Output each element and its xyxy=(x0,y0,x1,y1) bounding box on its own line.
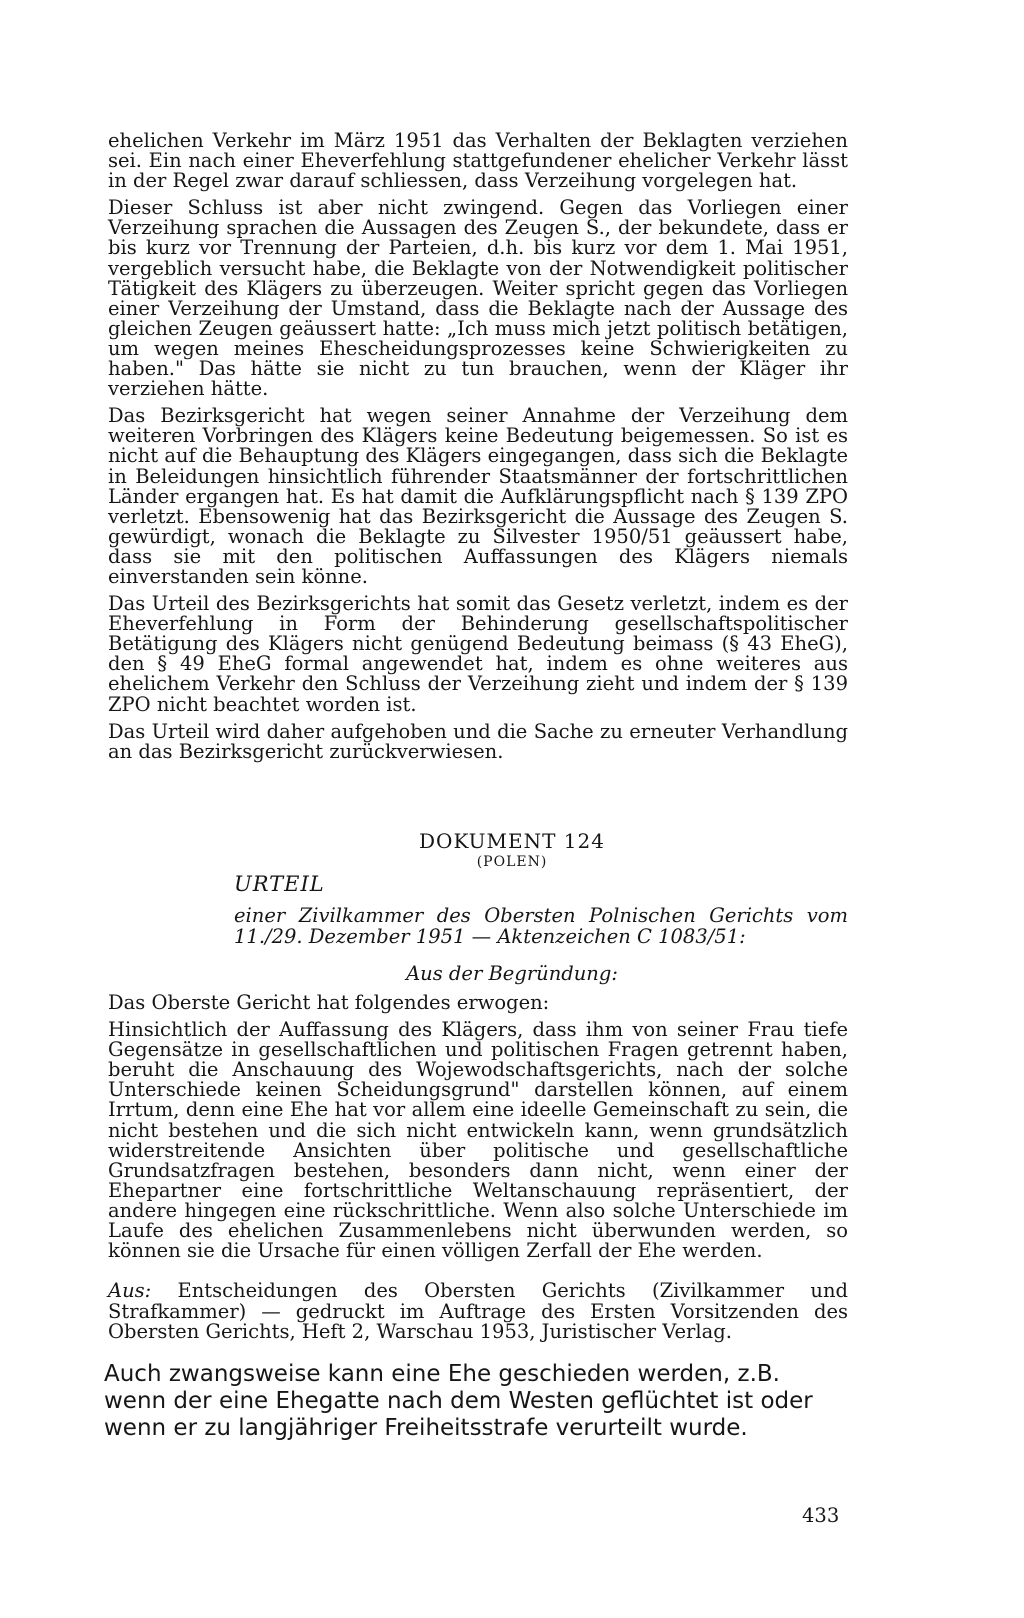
paragraph-aufgehoben: Das Urteil wird daher aufgehoben und die Sache zu erneuter Verhandlung an das Bezirksgericht zurückverwiesen. xyxy=(108,719,848,763)
judgment-heading: URTEIL xyxy=(234,872,325,896)
source-label: Aus: xyxy=(108,1279,152,1302)
document-title: DOKUMENT 124 xyxy=(419,829,605,853)
paragraph-schluss: Dieser Schluss ist aber nicht zwingend. Gegen das Vorliegen einer Verzeihung sprachen die Aussagen des Zeugen S., der bekundete, dass er bis kurz vor Trennung der Parteien, d.h. bis kurz vor dem 1. Mai 1951, vergeblich versucht habe, die Beklagte von der Notwendigkeit politischer Tätigkeit des Klägers zu überzeugen. Weiter spricht gegen das Vorliegen einer Verzeihung der Umstand, dass die Beklagte nach der Aussage des gleichen Zeugen geäussert hatte: „Ich muss mich jetzt politisch betätigen, um wegen meines Ehescheidungsprozesses keine Schwierigkeiten zu haben." Das hätte sie nicht zu tun brauchen, wenn der Kläger ihr verziehen hätte. xyxy=(108,196,848,401)
paragraph-decision-body: Hinsichtlich der Auffassung des Klägers, dass ihm von seiner Frau tiefe Gegensätze in gesellschaftlichen und politischen Fragen getrennt haben, beruht die Anschauung des Wojewodschaftsgerichts, nach der solche Unterschiede keinen Scheidungsgrund" darstellen können, auf einem Irrtum, denn eine Ehe hat vor allem eine ideelle Gemeinschaft zu sein, die nicht bestehen und die sich nicht entwickeln kann, wenn grundsätzlich widerstreitende Ansichten über politische und gesellschaftliche Grundsatzfragen bestehen, besonders dann nicht, wenn einer der Ehepartner eine fortschrittliche Weltanschauung repräsentiert, der andere hingegen eine rückschrittliche. Wenn also solche Unterschiede im Laufe des ehelichen Zusammenlebens nicht überwunden werden, so können sie die Ursache für einen völligen Zerfall der Ehe werden. xyxy=(108,1018,848,1263)
paragraph-bezirksgericht: Das Bezirksgericht hat wegen seiner Annahme der Verzeihung dem weiteren Vorbringen des Klägers keine Bedeutung beigemessen. So ist es nicht auf die Behauptung des Klägers eingegangen, dass sich die Beklagte in Beleidungen hinsichtlich führender Staatsmänner der fortschrittlichen Länder ergangen hat. Es hat damit die Aufklärungspflicht nach § 139 ZPO verletzt. Ebensowenig hat das Bezirksgericht die Aussage des Zeugen S. gewürdigt, wonach die Beklagte zu Silvester 1950/51 geäussert habe, dass sie mit den politischen Auffassungen des Klägers niemals einverstanden sein könne. xyxy=(108,404,848,588)
source-citation xyxy=(108,1281,848,1343)
paragraph-verzeihung: ehelichen Verkehr im März 1951 das Verhalten der Beklagten verziehen sei. Ein nach einer Eheverfehlung stattgefundener ehelicher Verkehr lässt in der Regel zwar darauf schliessen, dass Verzeihung vorgelegen hat. xyxy=(108,129,848,193)
source-text: Entscheidungen des Obersten Gerichts (Zivilkammer und Strafkammer) — gedruckt im Auftrage des Ersten Vorsitzenden des Obersten Gerichts, Heft 2, Warschau 1953, Juristischer Verlag. xyxy=(108,1279,849,1343)
court-line: einer Zivilkammer des Obersten Polnischen Gerichts vom 11./29. Dezember 1951 — Aktenzeichen C 1083/51: xyxy=(234,904,848,948)
document-country: (POLEN) xyxy=(476,854,548,870)
closing-remark: Auch zwangsweise kann eine Ehe geschieden werden, z.B. wenn der eine Ehegatte nach dem Westen geflüchtet ist oder wenn er zu langjähriger Freiheitsstrafe verurteilt wurde. xyxy=(104,1361,813,1441)
decision-text xyxy=(108,993,848,1261)
page-number: 433 xyxy=(802,1504,840,1527)
grounds-heading: Aus der Begründung: xyxy=(406,962,618,985)
continued-judgment-text xyxy=(108,131,848,762)
paragraph-erwogen: Das Oberste Gericht hat folgendes erwogen: xyxy=(108,991,550,1014)
paragraph-gesetz-verletzt: Das Urteil des Bezirksgerichts hat somit das Gesetz verletzt, indem es der Eheverfehlung in Form der Behinderung gesellschaftspolitischer Betätigung des Klägers nicht genügend Bedeutung beimass (§ 43 EheG), den § 49 EheG formal angewendet hat, indem es ohne weiteres aus ehelichem Verkehr den Schluss der Verzeihung zieht und indem der § 139 ZPO nicht beachtet worden ist. xyxy=(108,592,848,716)
